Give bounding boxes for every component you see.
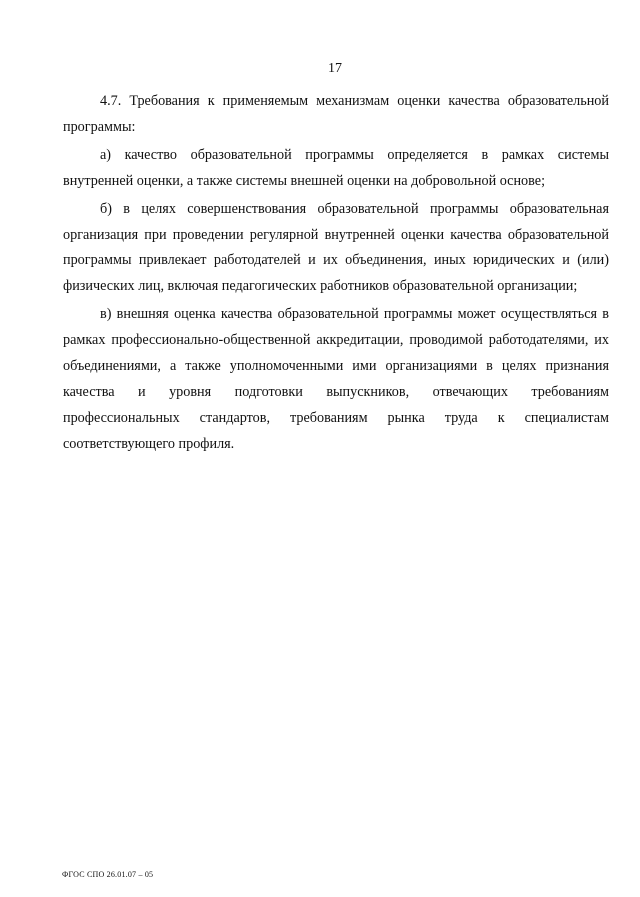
document-footer-code: ФГОС СПО 26.01.07 – 05 [62,870,154,879]
paragraph-c: в) внешняя оценка качества образовательной программы может осуществляться в рамках профессионально-общественной аккредитации, проводимой работодателями, их объединениями, а также уполномоченными ими организациями в целях признания качества и уровня подготовки выпускников, отвечающих требованиям профессиональных стандартов, требованиям рынка труда к специалистам соответствующего профиля. [63,306,609,452]
paragraph-a: а) качество образовательной программы определяется в рамках системы внутренней оценки, а также системы внешней оценки на добровольной основе; [63,146,609,189]
page-number: 17 [328,61,342,76]
section-heading-paragraph: 4.7. Требования к применяемым механизмам оценки качества образовательной программы: [63,93,609,135]
paragraph-b: б) в целях совершенствования образовательной программы образовательная организация при проведении регулярной внутренней оценки качества образовательной программы привлекает работодателей и их объединения, иных юридических и (или) физических лиц, включая педагогических работников образовательной организации; [63,200,609,295]
document-body [63,89,609,460]
